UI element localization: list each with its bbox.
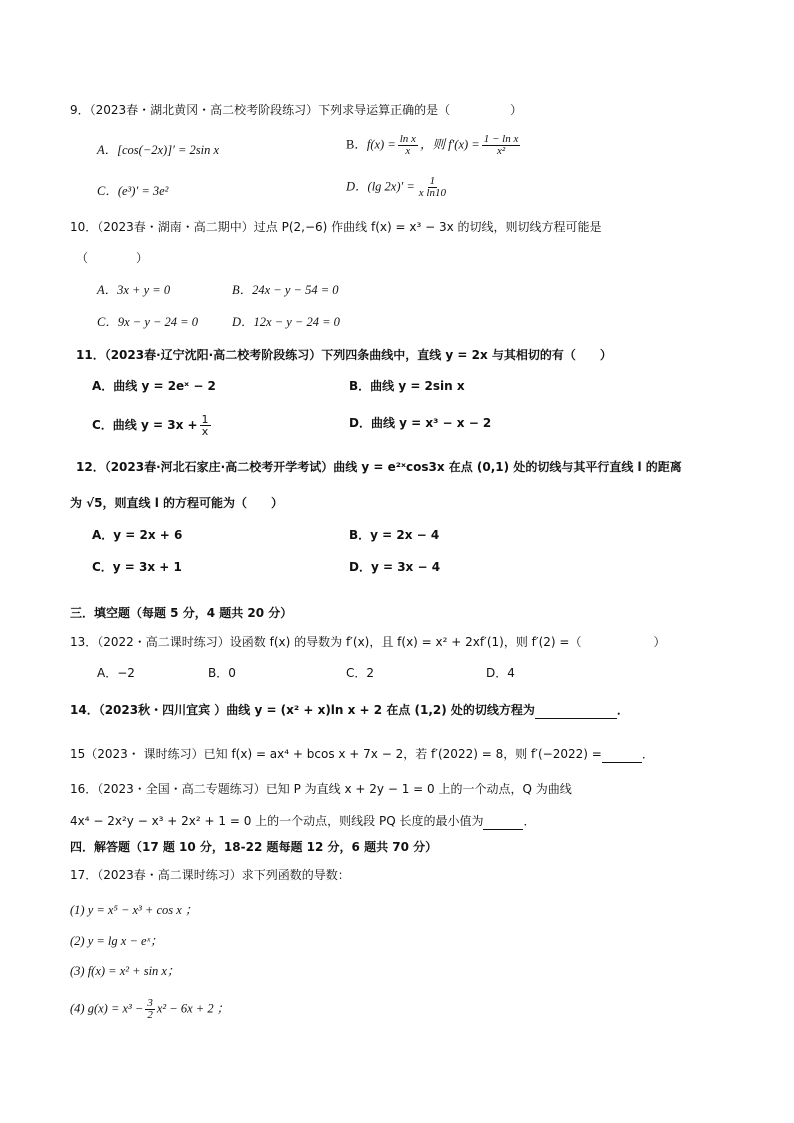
q10-option-a: A．3x + y = 0 (97, 283, 171, 297)
q10-option-d: D．12x − y − 24 = 0 (232, 315, 340, 329)
q11-option-b: B．曲线 y = 2sin x (349, 379, 465, 393)
q13-option-a: A．−2 (97, 666, 135, 680)
section-answer-heading: 四．解答题（17 题 10 分，18-22 题每题 12 分，6 题共 70 分） (70, 840, 438, 854)
section-fill-in-heading: 三．填空题（每题 5 分，4 题共 20 分） (70, 606, 293, 620)
q12-option-b: B．y = 2x − 4 (349, 528, 440, 542)
q11-option-a: A．曲线 y = 2eˣ − 2 (92, 379, 216, 393)
q16-stem-line2: 4x⁴ − 2x²y − x³ + 2x² + 1 = 0 上的一个动点，则线段 PQ 长度的最小值为 ． (70, 814, 536, 828)
q16-stem-line1: 16．（2023・全国・高二专题练习）已知 P 为直线 x + 2y − 1 = 0 上的一个动点，Q 为曲线 (70, 782, 572, 796)
q11-stem: 11．（2023春·辽宁沈阳·高二校考阶段练习）下列四条曲线中，直线 y = 2x 与其相切的有（ ） (76, 348, 612, 362)
q10-option-c: C．9x − y − 24 = 0 (97, 315, 198, 329)
q10-option-b: B．24x − y − 54 = 0 (232, 283, 339, 297)
q12-option-a: A．y = 2x + 6 (92, 528, 183, 542)
q9-option-b: B．f(x) = $\frac{\text{ln x}}{x}$ ，则 f′(x) = $\frac{\text{1 − ln x}}{\text{x²}}$ (346, 133, 519, 157)
q17-part-3: (3) f(x) = x² + sin x； (70, 964, 180, 978)
q10-stem: 10．（2023春・湖南・高二期中）过点 P(2,−6) 作曲线 f(x) = x³ − 3x 的切线，则切线方程可能是 (70, 220, 602, 234)
q9-option-a: A．[cos(−2x)]′ = 2sin x (97, 143, 220, 157)
q12-option-d: D．y = 3x − 4 (349, 560, 441, 574)
q15-stem: 15（2023・ 课时练习）已知 f(x) = ax⁴ + bcos x + 7x − 2，若 f′(2022) = 8，则 f′(−2022) = ． (70, 747, 654, 761)
q10-paren: （ ） (76, 251, 149, 265)
q13-option-b: B．0 (208, 666, 236, 680)
q16-answer-blank[interactable] (483, 817, 523, 830)
q12-stem-line2: 为 √5，则直线 l 的方程可能为（ ） (70, 496, 284, 510)
q9-option-d: D．(lg 2x)′ = $\frac{1}{\text{x ln10}}$ (346, 175, 446, 199)
q14-answer-blank[interactable] (535, 706, 617, 719)
q11-option-d: D．曲线 y = x³ − x − 2 (349, 416, 492, 430)
q17-part-1: (1) y = x⁵ − x³ + cos x ； (70, 903, 198, 917)
q9-option-c: C．(e³)′ = 3e² (97, 184, 169, 198)
q12-stem-line1: 12．（2023春·河北石家庄·高二校考开学考试）曲线 y = e²ˣcos3x 在点 (0,1) 处的切线与其平行直线 l 的距离 (76, 460, 682, 474)
q13-stem: 13．（2022・高二课时练习）设函数 f(x) 的导数为 f′(x)，且 f(x) = x² + 2xf′(1)，则 f′(2) =（ ） (70, 635, 666, 649)
q14-stem: 14．（2023秋・四川宜宾 ）曲线 y = (x² + x)ln x + 2 在点 (1,2) 处的切线方程为 ． (70, 703, 629, 717)
q12-option-c: C．y = 3x + 1 (92, 560, 182, 574)
q17-part-2: (2) y = lg x − eˣ； (70, 934, 163, 948)
q17-part-4: (4) g(x) = x³ − $\frac{3}{2}$ x² − 6x + 2 ； (70, 997, 230, 1021)
q15-answer-blank[interactable] (602, 750, 642, 763)
q11-option-c: C．曲线 y = 3x + $\frac{1}{x}$ (92, 413, 209, 438)
q9-stem: 9．（2023春・湖北黄冈・高二校考阶段练习）下列求导运算正确的是（ ） (70, 103, 523, 117)
q13-option-c: C．2 (346, 666, 375, 680)
q13-option-d: D．4 (486, 666, 515, 680)
q17-stem: 17．（2023春・高二课时练习）求下列函数的导数： (70, 868, 350, 882)
